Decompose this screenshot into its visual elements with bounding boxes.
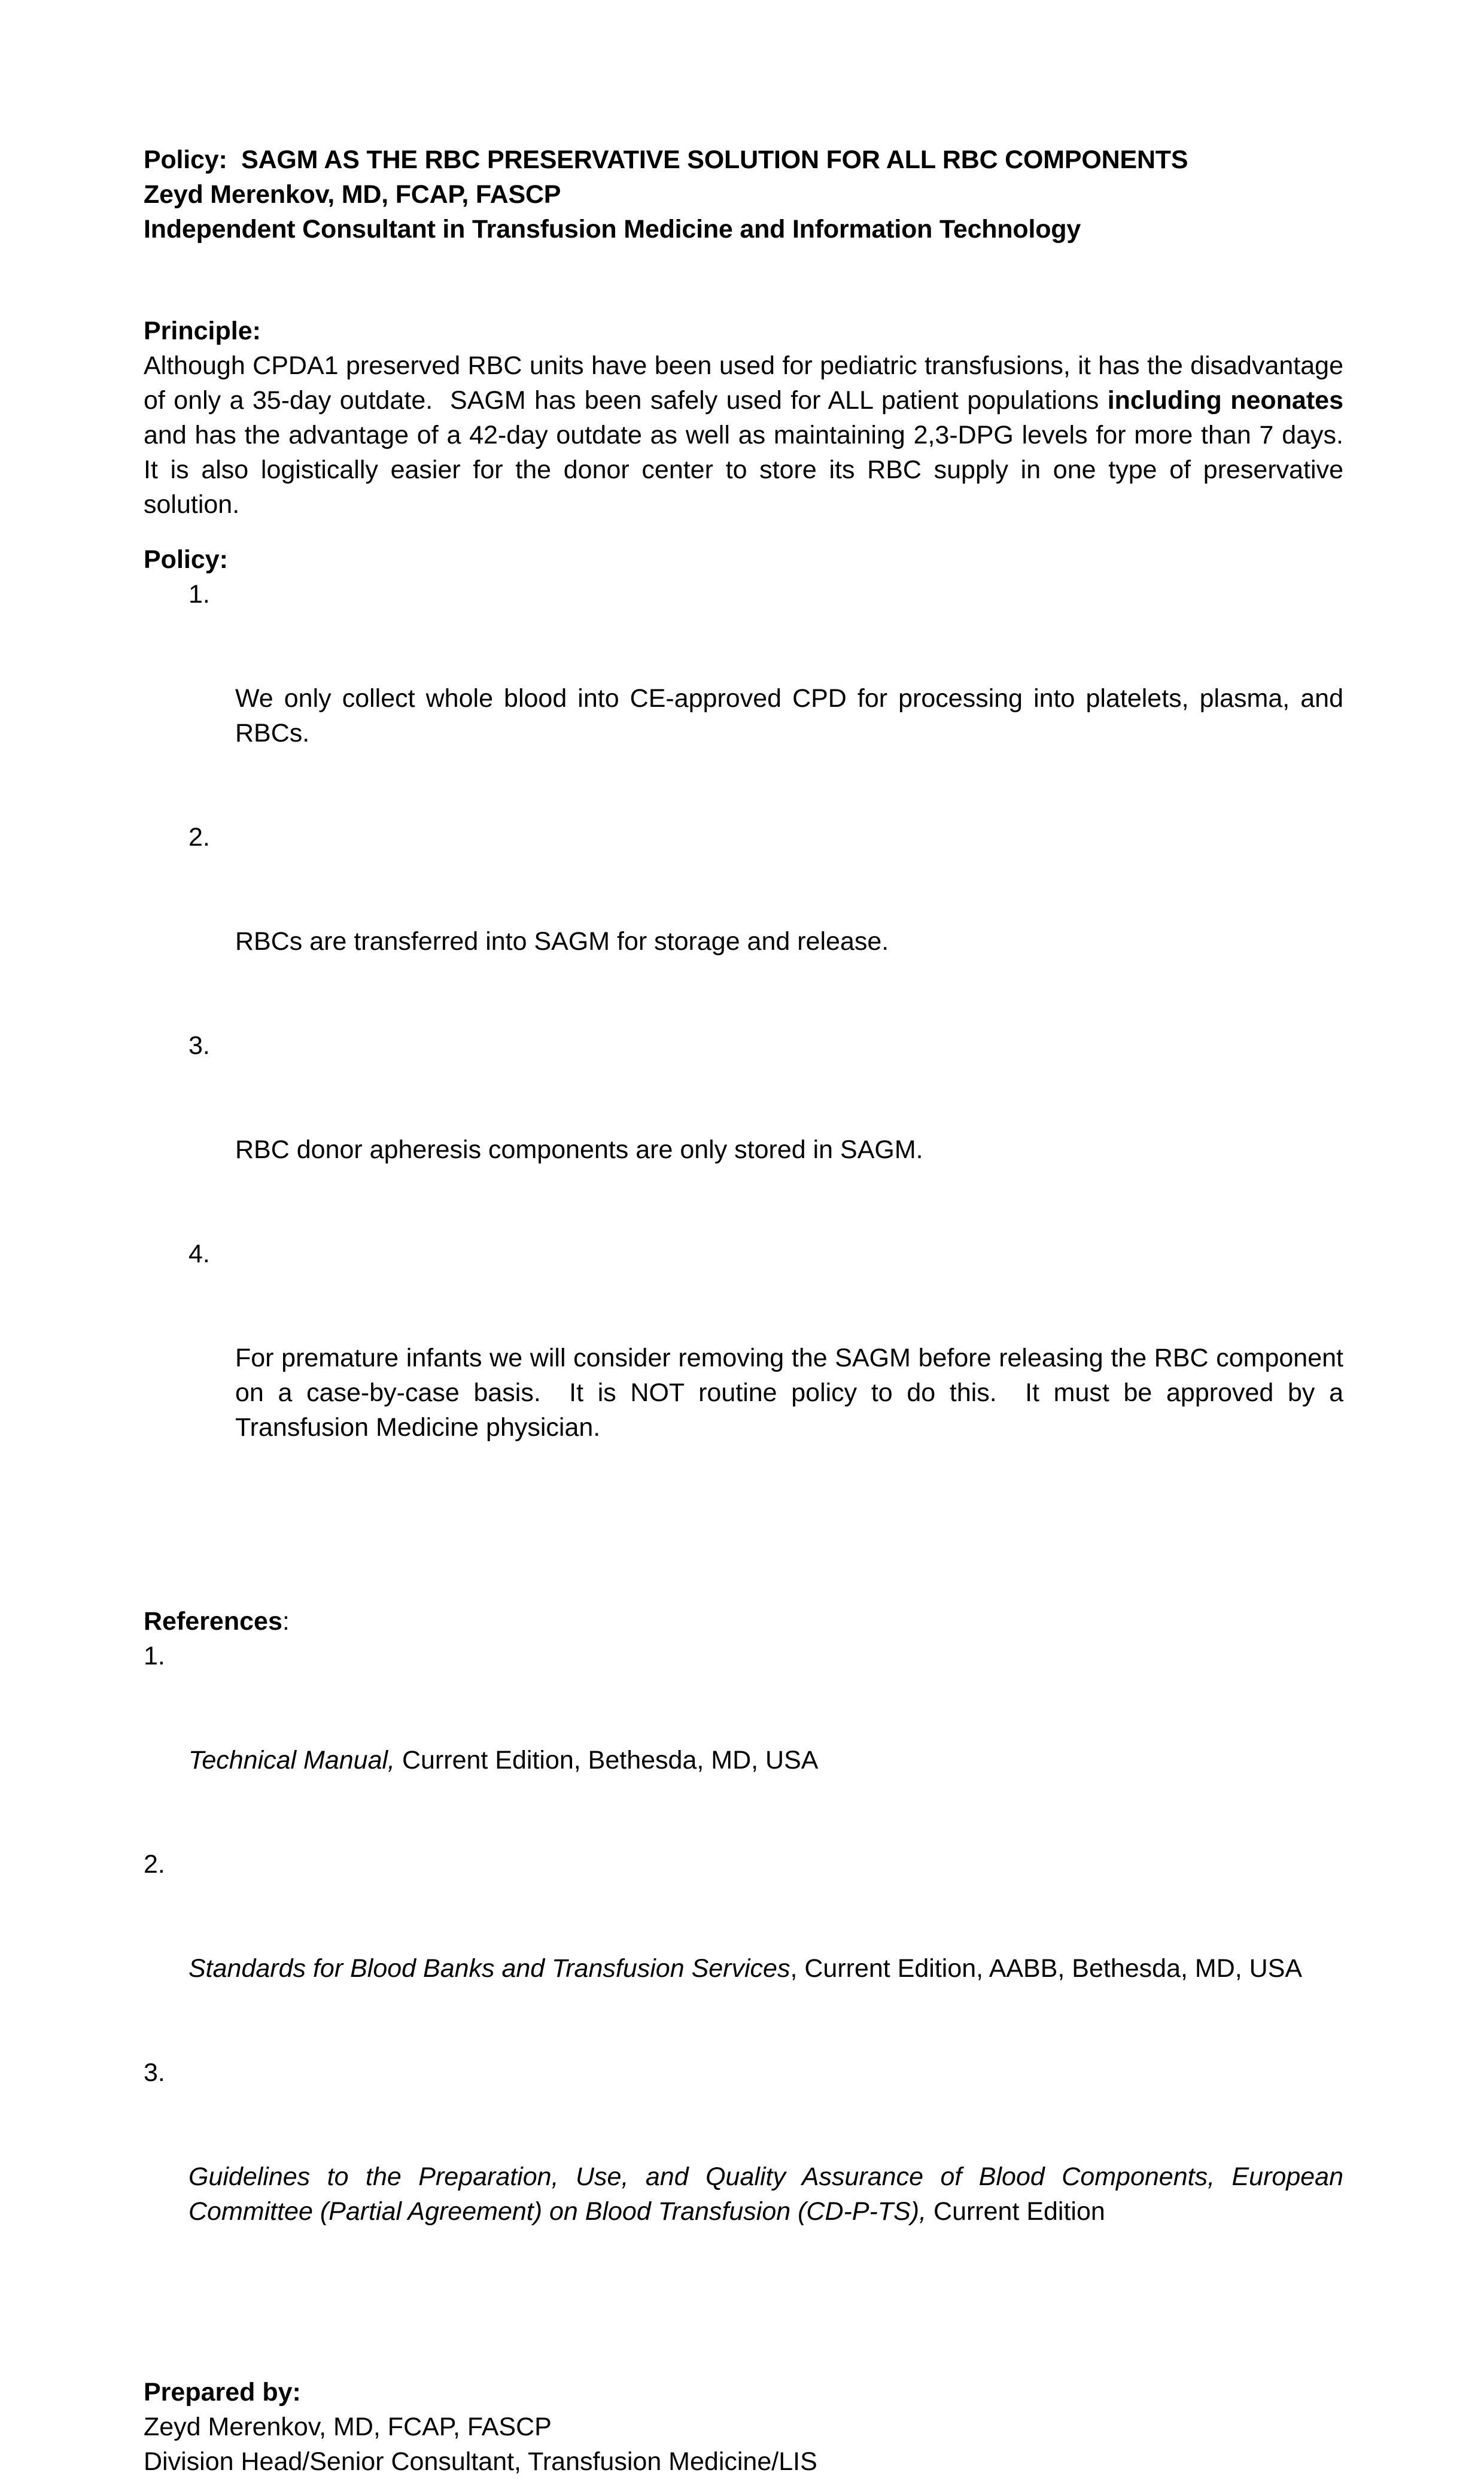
reference-list-item: [144, 1639, 1343, 1847]
policy-item-text: RBCs are transferred into SAGM for storage and release.: [235, 927, 889, 956]
reference-item-number: 2.: [144, 1850, 165, 1879]
prepared-by-heading: Prepared by:: [144, 2378, 301, 2407]
spacer-after-policy: [144, 1514, 1343, 1604]
references-heading: [144, 1604, 1343, 1639]
reference-item-title: Technical Manual,: [188, 1746, 396, 1775]
spacer-after-references: [144, 2298, 1343, 2375]
prepared-by-name: Zeyd Merenkov, MD, FCAP, FASCP: [144, 2413, 552, 2441]
policy-item-text: We only collect whole blood into CE-approved CPD for processing into platelets, plasma, and RBCs.: [235, 684, 1351, 748]
reference-item-text: [188, 2159, 1351, 2229]
policy-item-number: 4.: [188, 1240, 210, 1268]
policy-heading: Policy:: [144, 545, 228, 574]
principle-paragraph: [144, 348, 1358, 522]
references-heading-colon: :: [282, 1607, 290, 1636]
policy-list-item: [144, 1237, 1351, 1514]
reference-item-detail: , Current Edition, AABB, Bethesda, MD, USA: [790, 1954, 1303, 1983]
references-list: [144, 1639, 1351, 2298]
principle-heading: Principle:: [144, 317, 261, 345]
prepared-by-role: Division Head/Senior Consultant, Transfusion Medicine/LIS: [144, 2447, 817, 2476]
reference-item-number: 1.: [144, 1642, 165, 1670]
principle-text-emphasis: including neonates: [1107, 386, 1343, 415]
reference-list-item: [144, 1847, 1343, 2055]
document-header: [144, 142, 1343, 247]
document-title: Policy: SAGM AS THE RBC PRESERVATIVE SOLUTION FOR ALL RBC COMPONENTS: [144, 145, 1188, 174]
reference-item-detail: Current Edition: [926, 2197, 1105, 2226]
principle-text-part2: and has the advantage of a 42-day outdate as well as maintaining 2,3-DPG levels for more than 7 days. It is also logistically easier for the donor center to store its RBC supply in one type of preservative solution.: [144, 386, 1358, 519]
policy-item-number: 3.: [188, 1031, 210, 1060]
policy-item-text: For premature infants we will consider removing the SAGM before releasing the RBC component on a case-by-case basis. It is NOT routine policy to do this. It must be approved by a Transfusion Medicine physician.: [235, 1344, 1351, 1442]
spacer-after-principle: [144, 522, 1343, 542]
policy-item-number: 2.: [188, 823, 210, 852]
references-heading-text: References: [144, 1607, 282, 1636]
policy-list-item: [144, 820, 1343, 1028]
reference-item-title: Guidelines to the Preparation, Use, and Quality Assurance of Blood Components, European Committee (Partial Agreement) on Blood Transfusion (CD-P-TS),: [188, 2162, 1351, 2226]
principle-text-part1: Although CPDA1 preserved RBC units have been used for pediatric transfusions, it has the disadvantage of only a 35-day outdate. SAGM has been safely used for ALL patient populations: [144, 351, 1351, 415]
reference-item-number: 3.: [144, 2058, 165, 2087]
document-affiliation: Independent Consultant in Transfusion Medicine and Information Technology: [144, 215, 1081, 244]
policy-item-text: RBC donor apheresis components are only stored in SAGM.: [235, 1135, 923, 1164]
policy-item-number: 1.: [188, 580, 210, 609]
reference-item-text: [188, 1951, 1343, 1986]
reference-item-text: [188, 1743, 1343, 1778]
spacer-after-header: [144, 247, 1343, 314]
policy-list-item: [144, 577, 1351, 820]
reference-item-detail: Current Edition, Bethesda, MD, USA: [395, 1746, 819, 1775]
document-author: Zeyd Merenkov, MD, FCAP, FASCP: [144, 180, 561, 209]
reference-list-item: [144, 2055, 1351, 2298]
policy-list: [144, 577, 1351, 1514]
policy-list-item: [144, 1028, 1343, 1237]
reference-item-title: Standards for Blood Banks and Transfusion Services: [188, 1954, 790, 1983]
